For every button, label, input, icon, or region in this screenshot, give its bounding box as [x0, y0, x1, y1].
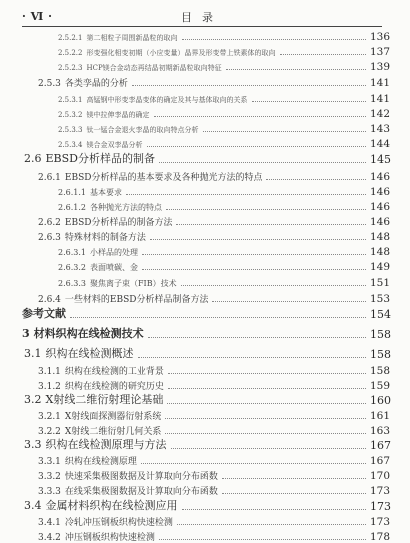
toc-entry-page: 148	[370, 231, 391, 243]
toc-entry	[0, 152, 410, 166]
dot-leader	[166, 208, 366, 210]
toc-entry-number: 3.4	[24, 499, 42, 512]
toc-entry-number: 3.2	[24, 393, 42, 406]
toc-entry-label	[58, 247, 138, 258]
toc-entry-title: 小样品的处理	[90, 248, 138, 257]
toc-entry	[0, 44, 410, 58]
toc-entry-number: 3.3	[24, 438, 42, 451]
toc-entry-page: 149	[370, 261, 391, 273]
toc-entry-title: 冷轧冲压钢板织构快速检测	[64, 518, 173, 528]
toc-entry-title: 金属材料织构在线检测应用	[45, 499, 178, 512]
dot-leader	[159, 161, 366, 163]
toc-entry-title: 织构在线检测原理与方法	[45, 438, 167, 451]
dot-leader	[165, 417, 366, 419]
toc-entry-title: 参考文献	[22, 307, 66, 320]
toc-entry-title: 表面喷碳、金	[90, 263, 138, 272]
toc-entry-number: 2.5.3.1	[58, 96, 83, 104]
toc-entry-page: 142	[370, 108, 391, 120]
dot-leader	[182, 38, 367, 40]
toc-entry	[0, 214, 410, 228]
toc-entry	[0, 106, 410, 120]
toc-entry-page: 146	[370, 171, 391, 183]
toc-entry-page: 141	[370, 77, 391, 89]
toc-entry-label	[38, 76, 128, 89]
toc-entry-label	[24, 150, 155, 166]
toc-entry	[0, 378, 410, 392]
toc-entry-number: 2.5.3.3	[58, 126, 83, 134]
toc-entry-page: 154	[370, 308, 391, 321]
toc-entry	[0, 423, 410, 437]
toc-entry-title: HCP镁合金动态再结晶初期新晶粒取向特征	[86, 64, 222, 72]
toc-entry-title: X射线面探测器衍射系统	[64, 412, 162, 422]
toc-entry-label	[38, 292, 208, 305]
dot-leader	[165, 432, 366, 434]
toc-entry-number: 3.2.1	[38, 412, 61, 422]
dot-leader	[203, 130, 367, 132]
toc-entry-label	[38, 484, 218, 497]
toc-entry-label	[38, 364, 164, 377]
toc-entry	[0, 408, 410, 422]
toc-entry-label	[58, 48, 276, 58]
toc-entry-number: 3.2.2	[38, 427, 61, 437]
dot-leader	[222, 477, 366, 479]
running-header	[22, 8, 382, 26]
toc-entry-number: 2.5.2.1	[58, 34, 83, 42]
toc-entry-number: 2.6.3.2	[58, 263, 86, 272]
toc-entry	[0, 453, 410, 467]
dot-leader	[176, 223, 366, 225]
dot-leader	[167, 402, 366, 404]
dot-leader	[181, 284, 366, 286]
toc-entry-label	[22, 305, 66, 321]
toc-entry-title: 基本要求	[90, 188, 122, 197]
toc-entry	[0, 483, 410, 497]
toc-entry-number: 3.3.2	[38, 472, 61, 482]
toc-entry-title: 各种抛光方法的特点	[90, 203, 162, 212]
toc-entry	[0, 327, 410, 341]
toc-entry-number: 3.3.1	[38, 457, 61, 467]
toc-entry-page: 160	[370, 394, 391, 407]
toc-entry-title: EBSD分析样品的制备方法	[64, 218, 173, 228]
dot-leader	[226, 68, 366, 70]
toc-entry	[0, 59, 410, 73]
page-title: 目录	[181, 11, 223, 24]
toc-entry-label	[38, 469, 218, 482]
toc-entry	[0, 121, 410, 135]
toc-entry-title: 材料织构在线检测技术	[33, 327, 144, 340]
toc-entry-title: 特殊材料的制备方法	[64, 233, 146, 243]
dot-leader	[280, 53, 367, 55]
toc-entry-title: 冲压钢板织构快速检测	[64, 533, 155, 543]
toc-entry-label	[58, 125, 199, 135]
toc-entry-title: 钛一锰合金退火孪晶的取向特点分析	[86, 126, 199, 134]
toc-entry-page: 139	[370, 61, 391, 73]
toc-entry	[0, 529, 410, 543]
toc-entry	[0, 291, 410, 305]
toc-entry-page: 145	[370, 153, 391, 166]
toc-entry-number: 2.6.3.3	[58, 279, 86, 288]
toc-entry-page: 163	[370, 425, 391, 437]
toc-entry	[0, 275, 410, 289]
toc-entry-number: 2.6.1	[38, 173, 61, 183]
dot-leader	[141, 462, 366, 464]
toc-entry-label	[38, 454, 137, 467]
toc-entry-title: 织构在线检测概述	[45, 347, 134, 360]
toc-entry-title: 各类孪晶的分析	[64, 79, 128, 89]
toc-entry-number: 3.3.3	[38, 487, 61, 497]
toc-entry-title: 在线采集极图数据及计算取向分布函数	[64, 487, 218, 497]
toc-entry-number: 2.5.3.2	[58, 111, 83, 119]
toc-entry	[0, 91, 410, 105]
toc-entry-page: 137	[370, 46, 391, 58]
dot-leader	[171, 447, 367, 449]
dot-leader	[266, 178, 366, 180]
toc-entry-label	[58, 110, 150, 120]
dot-leader	[150, 238, 366, 240]
toc-entry-page: 159	[370, 380, 391, 392]
toc-entry-label	[58, 187, 122, 198]
toc-entry-page: 170	[370, 470, 391, 482]
toc-entry-label	[58, 95, 248, 105]
toc-entry-number: 3.1.1	[38, 367, 61, 377]
dot-leader	[252, 100, 367, 102]
dot-leader	[212, 300, 366, 302]
toc-entry-label	[38, 170, 262, 183]
toc-entry-label	[58, 202, 162, 213]
toc-entry	[0, 199, 410, 213]
toc-entry-label	[24, 497, 178, 513]
toc-entry	[0, 136, 410, 150]
toc-entry	[0, 363, 410, 377]
toc-entry-title: 织构在线检测原理	[64, 457, 137, 467]
toc-entry-label	[38, 215, 172, 228]
header-rule	[22, 26, 382, 27]
toc-entry-page: 173	[370, 485, 391, 497]
toc-entry-page: 158	[370, 328, 391, 341]
page-number: · Ⅵ ·	[22, 10, 53, 23]
toc-entry	[0, 514, 410, 528]
toc-entry-page: 167	[370, 439, 391, 452]
dot-leader	[177, 523, 366, 525]
toc-entry-page: 136	[370, 31, 391, 43]
toc-entry-title: X射线二维衍射几何关系	[64, 427, 162, 437]
toc-entry-label	[22, 325, 144, 341]
toc-entry-number: 2.5.2.3	[58, 64, 83, 72]
toc-entry-title: 第二相粒子周围新晶粒的取向	[86, 34, 178, 42]
toc-entry	[0, 468, 410, 482]
toc-entry-page: 146	[370, 186, 391, 198]
toc-entry-number: 2.6.1.1	[58, 188, 86, 197]
dot-leader	[154, 115, 367, 117]
dot-leader	[147, 145, 367, 147]
toc-entry-number: 3.4.1	[38, 518, 61, 528]
toc-entry-label	[24, 345, 134, 361]
toc-entry-title: 快速采集极图数据及计算取向分布函数	[64, 472, 218, 482]
toc-entry	[0, 169, 410, 183]
dot-leader	[70, 316, 366, 318]
toc-entry-title: EBSD分析样品的制备	[45, 152, 155, 165]
toc-entry-title: X射线二维衍射理论基础	[45, 393, 164, 406]
toc-entry-number: 2.5.2.2	[58, 49, 83, 57]
dot-leader	[168, 372, 366, 374]
toc-entry-page: 151	[370, 277, 391, 289]
toc-entry-page: 158	[370, 348, 391, 361]
toc-entry-title: 高锰钢中形变孪晶变体的确定及其与基体取向的关系	[86, 96, 248, 104]
toc-entry-page: 144	[370, 138, 391, 150]
toc-entry	[0, 29, 410, 43]
toc-entry-page: 146	[370, 201, 391, 213]
dot-leader	[148, 336, 366, 338]
toc-entry-number: 3.1.2	[38, 382, 61, 392]
toc-entry-page: 143	[370, 123, 391, 135]
toc-entry	[0, 393, 410, 407]
toc-entry-page: 141	[370, 93, 391, 105]
toc-entry	[0, 184, 410, 198]
toc-entry-number: 3.1	[24, 347, 42, 360]
toc-entry-number: 2.6	[24, 152, 42, 165]
dot-leader	[182, 508, 367, 510]
toc-entry-page: 173	[370, 500, 391, 513]
toc-entry-number: 2.6.3	[38, 233, 61, 243]
dot-leader	[222, 492, 366, 494]
toc-entry-page: 153	[370, 293, 391, 305]
toc-entry-label	[58, 140, 143, 150]
toc-entry-label	[24, 436, 167, 452]
dot-leader	[142, 268, 366, 270]
toc-entry-page: 146	[370, 216, 391, 228]
toc-entry-number: 2.6.2	[38, 218, 61, 228]
toc-entry	[0, 244, 410, 258]
dot-leader	[168, 387, 366, 389]
toc-entry-number: 2.5.3.4	[58, 141, 83, 149]
toc-entry-page: 178	[370, 531, 391, 543]
toc-entry-label	[58, 63, 222, 73]
toc-entry-title: 织构在线检测的研究历史	[64, 382, 164, 392]
toc-entry-number: 3.4.2	[38, 533, 61, 543]
dot-leader	[126, 193, 366, 195]
toc-entry	[0, 75, 410, 89]
toc-entry-title: 形变强化相变初期（小应变量）晶界及形变带上铁素体的取向	[86, 49, 276, 57]
dot-leader	[142, 253, 366, 255]
toc-entry-number: 2.6.1.2	[58, 203, 86, 212]
toc-entry-title: 聚焦离子束（FIB）技术	[90, 279, 177, 288]
dot-leader	[138, 356, 367, 358]
toc-entry-number: 3	[22, 327, 30, 340]
toc-entry	[0, 259, 410, 273]
toc-entry-page: 158	[370, 365, 391, 377]
toc-entry-label	[38, 409, 161, 422]
toc-entry-title: 一些材料的EBSD分析样品制备方法	[64, 295, 209, 305]
toc-entry-title: EBSD分析样品的基本要求及各种抛光方法的特点	[64, 173, 263, 183]
toc-entry-number: 2.6.4	[38, 295, 61, 305]
toc-entry-title: 镁中拉伸孪晶的确定	[86, 111, 150, 119]
toc-entry-label	[24, 391, 163, 407]
toc-entry-label	[38, 515, 173, 528]
toc-entry-number: 2.6.3.1	[58, 248, 86, 257]
toc-entry	[0, 307, 410, 321]
toc-entry-label	[58, 278, 177, 289]
toc-entry-page: 148	[370, 246, 391, 258]
toc-entry	[0, 499, 410, 513]
toc-entry-number: 2.5.3	[38, 79, 61, 89]
toc-entry	[0, 229, 410, 243]
toc-entry-page: 161	[370, 410, 391, 422]
toc-entry-title: 织构在线检测的工业背景	[64, 367, 164, 377]
toc-entry-label	[38, 230, 146, 243]
toc-entry	[0, 438, 410, 452]
dot-leader	[159, 538, 366, 540]
toc-entry	[0, 347, 410, 361]
toc-entry-label	[58, 262, 138, 273]
toc-entry-page: 173	[370, 516, 391, 528]
toc-entry-title: 镁合金双孪晶分析	[86, 141, 143, 149]
toc-entry-label	[38, 530, 155, 543]
toc-entry-label	[58, 33, 178, 43]
toc-entry-page: 167	[370, 455, 391, 467]
dot-leader	[132, 84, 366, 86]
